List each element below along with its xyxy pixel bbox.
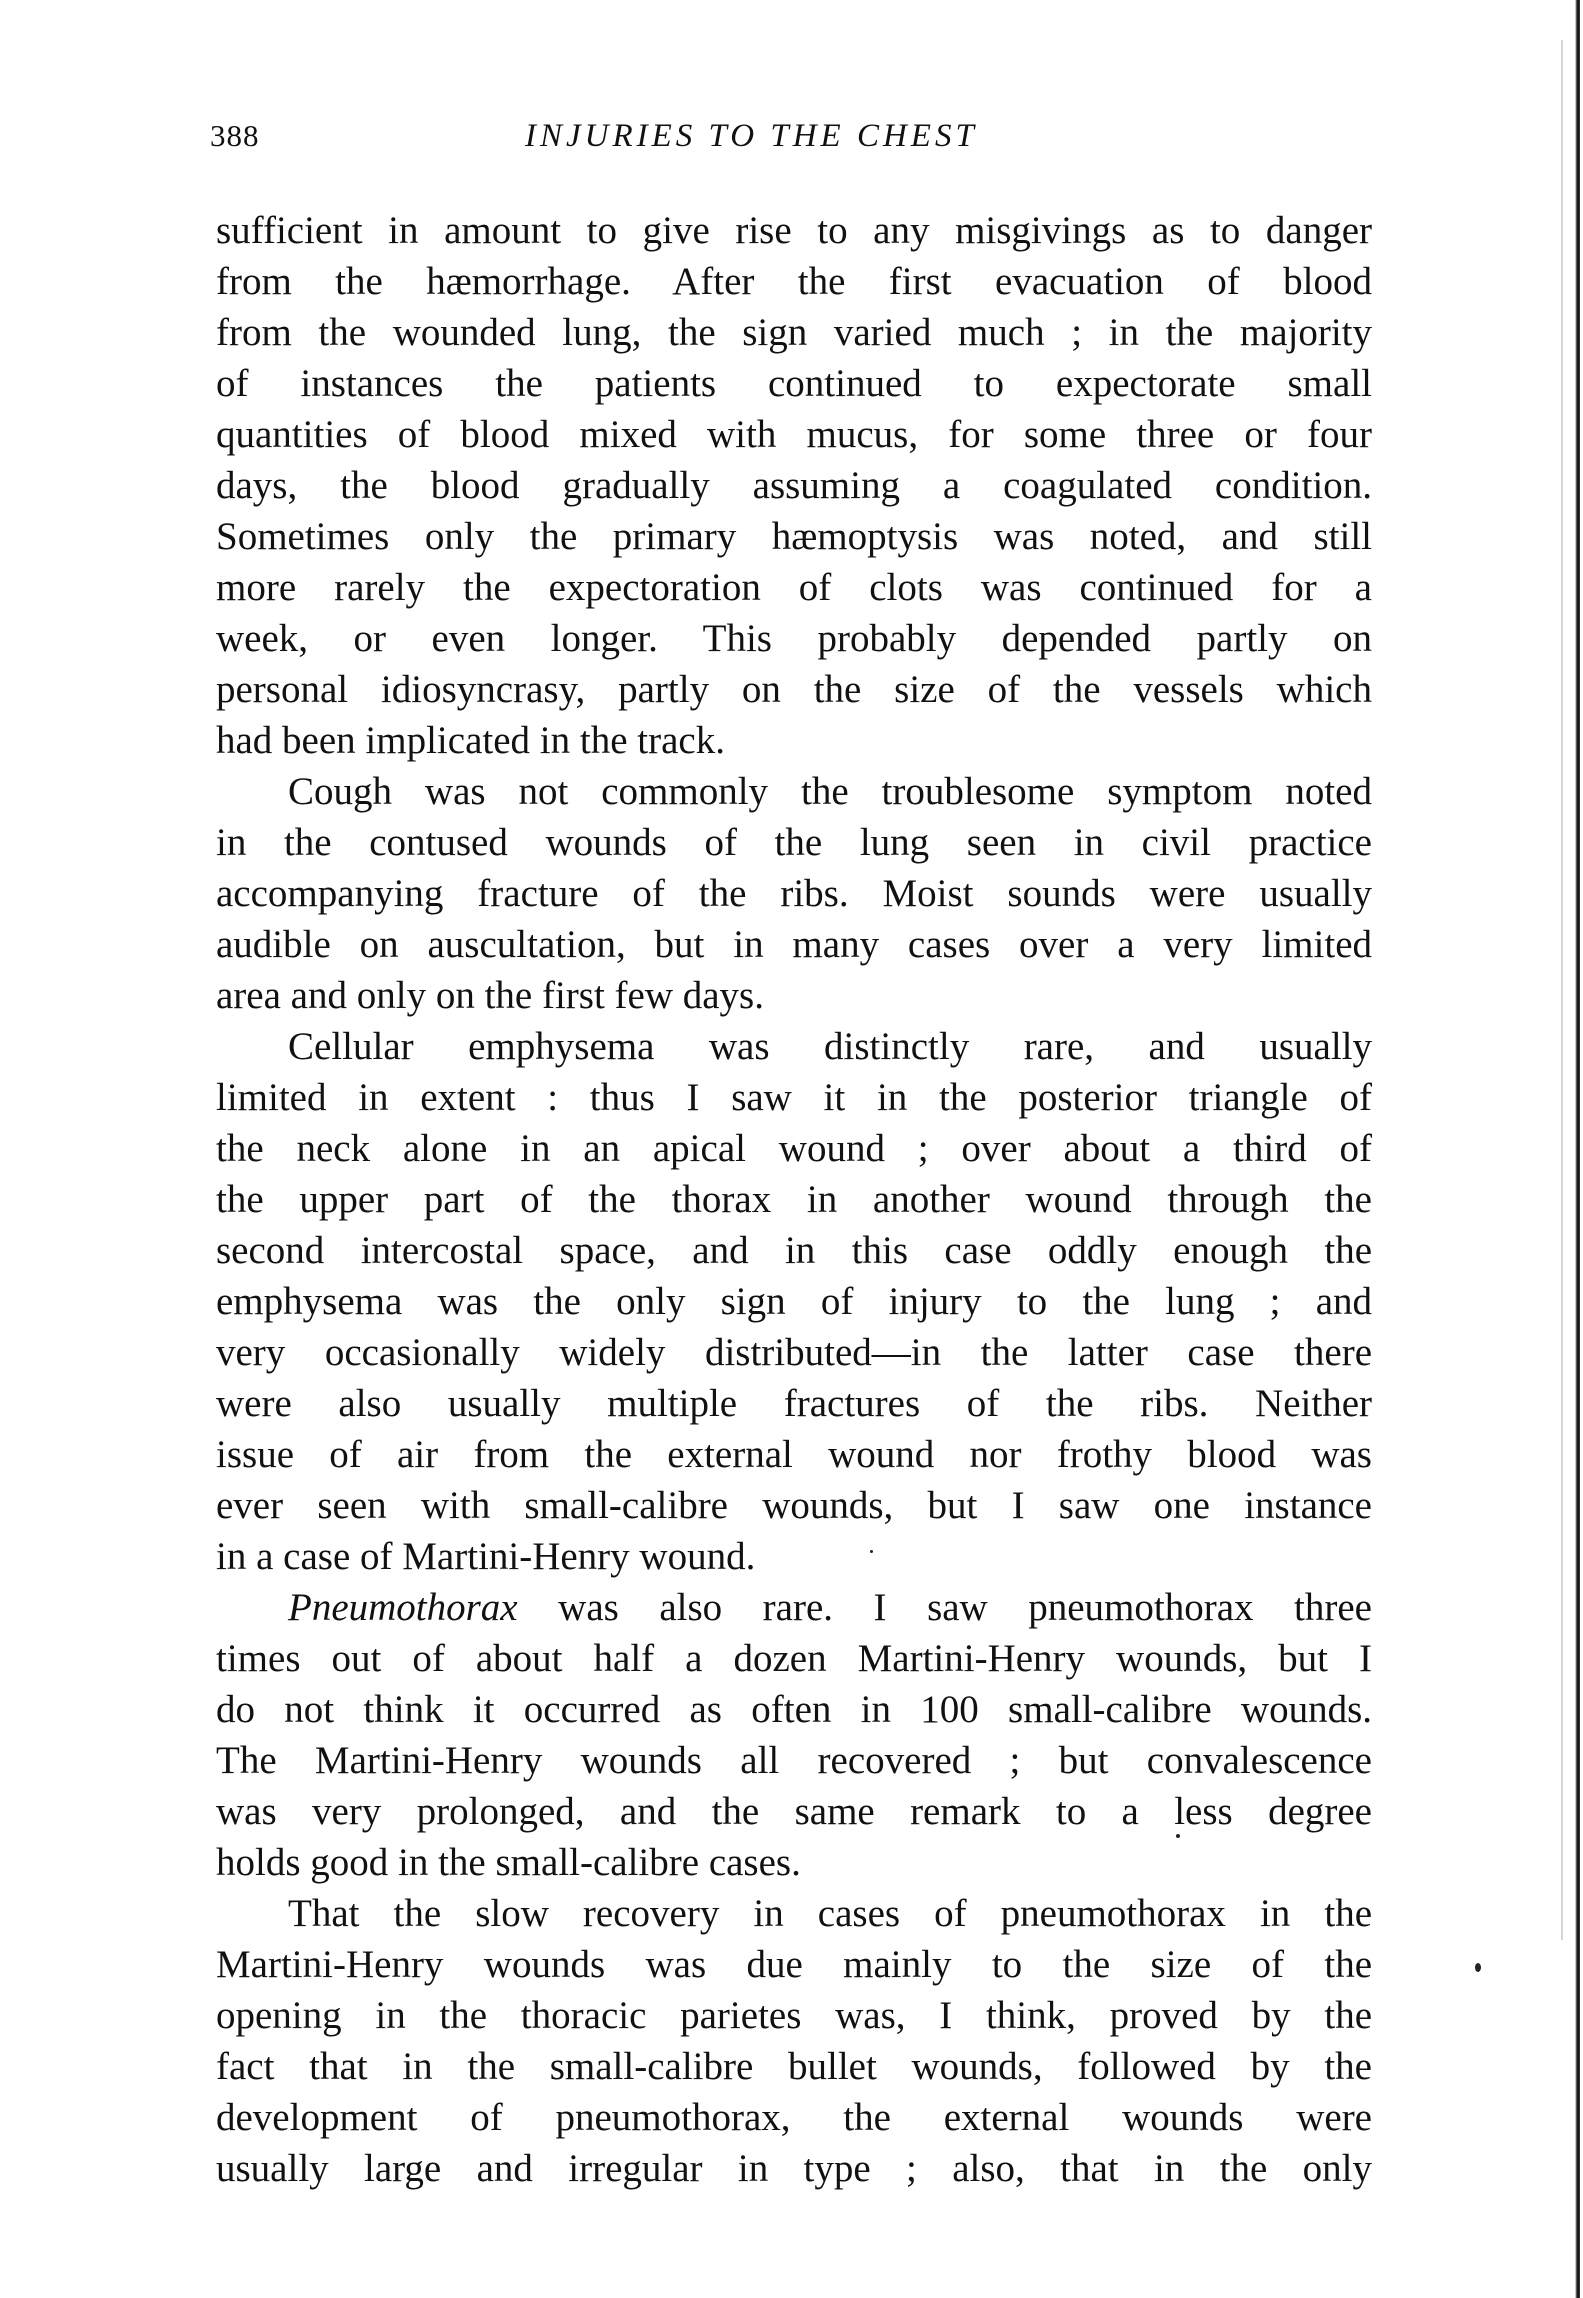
text-line: fact that in the small-calibre bullet wounds, followed by the	[216, 2045, 1372, 2088]
text-line: were also usually multiple fractures of the ribs. Neither	[216, 1382, 1372, 1425]
text-line: from the wounded lung, the sign varied much ; in the majority	[216, 311, 1372, 354]
text-line: area and only on the first few days.	[216, 974, 764, 1017]
running-head: INJURIES TO THE CHEST	[525, 118, 978, 154]
text-line: from the hæmorrhage. After the first evacuation of blood	[216, 260, 1372, 303]
ink-speck	[1475, 1963, 1481, 1972]
paragraph-5	[216, 1888, 1372, 2194]
paragraph-3	[216, 1021, 1372, 1582]
text-line: personal idiosyncrasy, partly on the size of the vessels which	[216, 668, 1372, 711]
page-edge-line	[1561, 40, 1563, 1940]
text-line: issue of air from the external wound nor frothy blood was	[216, 1433, 1372, 1476]
paragraph-4	[216, 1582, 1372, 1888]
text-line: quantities of blood mixed with mucus, for some three or four	[216, 413, 1372, 456]
text-line: holds good in the small-calibre cases.	[216, 1841, 801, 1884]
text-line: had been implicated in the track.	[216, 719, 725, 762]
text-line: limited in extent : thus I saw it in the posterior triangle of	[216, 1076, 1372, 1119]
text-line: more rarely the expectoration of clots was continued for a	[216, 566, 1372, 609]
text-line: audible on auscultation, but in many cases over a very limited	[216, 923, 1372, 966]
text-line: Martini-Henry wounds was due mainly to the size of the	[216, 1943, 1372, 1986]
text-line: of instances the patients continued to expectorate small	[216, 362, 1372, 405]
text-line: times out of about half a dozen Martini-Henry wounds, but I	[216, 1637, 1372, 1680]
text-line: was very prolonged, and the same remark to a less degree	[216, 1790, 1372, 1833]
text-line: in a case of Martini-Henry wound.	[216, 1535, 756, 1578]
text-line: do not think it occurred as often in 100 small-calibre wounds.	[216, 1688, 1372, 1731]
page-edge-shadow	[1575, 0, 1580, 2298]
text-line: Cough was not commonly the troublesome symptom noted	[288, 770, 1372, 813]
line-rest: was also rare. I saw pneumothorax three	[517, 1586, 1372, 1629]
ink-speck	[1176, 1834, 1180, 1838]
text-line: days, the blood gradually assuming a coagulated condition.	[216, 464, 1372, 507]
text-line: in the contused wounds of the lung seen in civil practice	[216, 821, 1372, 864]
body-text	[216, 205, 1372, 2194]
text-line: Sometimes only the primary hæmoptysis was noted, and still	[216, 515, 1372, 558]
italic-term: Pneumothorax	[288, 1586, 518, 1629]
text-line: week, or even longer. This probably depended partly on	[216, 617, 1372, 660]
text-line: emphysema was the only sign of injury to the lung ; and	[216, 1280, 1372, 1323]
text-line: the neck alone in an apical wound ; over about a third of	[216, 1127, 1372, 1170]
text-line: accompanying fracture of the ribs. Moist sounds were usually	[216, 872, 1372, 915]
text-line: That the slow recovery in cases of pneumothorax in the	[288, 1892, 1372, 1935]
text-line: sufficient in amount to give rise to any misgivings as to danger	[216, 209, 1372, 252]
paragraph-1	[216, 205, 1372, 766]
ink-speck	[870, 1550, 873, 1553]
text-line: opening in the thoracic parietes was, I think, proved by the	[216, 1994, 1372, 2037]
paragraph-2	[216, 766, 1372, 1021]
text-line: the upper part of the thorax in another wound through the	[216, 1178, 1372, 1221]
page-header	[210, 118, 1370, 168]
text-line: Cellular emphysema was distinctly rare, and usually	[288, 1025, 1372, 1068]
page-number: 388	[210, 118, 260, 153]
text-line: usually large and irregular in type ; also, that in the only	[216, 2147, 1372, 2190]
text-line: development of pneumothorax, the external wounds were	[216, 2096, 1372, 2139]
text-line: very occasionally widely distributed—in the latter case there	[216, 1331, 1372, 1374]
text-line: The Martini-Henry wounds all recovered ; but convalescence	[216, 1739, 1372, 1782]
text-line	[216, 1582, 1372, 1633]
text-line: ever seen with small-calibre wounds, but I saw one instance	[216, 1484, 1372, 1527]
text-line: second intercostal space, and in this case oddly enough the	[216, 1229, 1372, 1272]
